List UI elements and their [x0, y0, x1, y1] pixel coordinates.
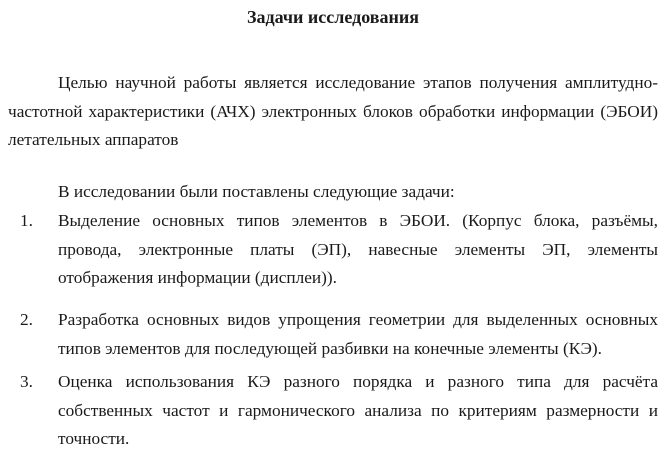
- task-number-1: 1.: [20, 211, 33, 230]
- task-text-2: Разработка основных видов упрощения геометрии для выделенных основных типов элементов для последующей разбивки на конечные элементы (КЭ).: [58, 310, 658, 358]
- task-text-1: Выделение основных типов элементов в ЭБОИ. (Корпус блока, разъёмы, провода, электронные платы (ЭП), навесные элементы ЭП, элементы отображения информации (дисплеи)).: [58, 211, 658, 287]
- task-number-2: 2.: [20, 310, 33, 329]
- document-title: Задачи исследования: [247, 7, 419, 27]
- task-number-3: 3.: [20, 372, 33, 391]
- task-text-3: Оценка использования КЭ разного порядка и разного типа для расчёта собственных частот и гармонического анализа по критериям размерности и точности.: [58, 372, 658, 448]
- tasks-lead-paragraph: В исследовании были поставлены следующие задачи:: [58, 182, 455, 201]
- intro-paragraph: Целью научной работы является исследование этапов получения амплитудно-частотной характеристики (АЧХ) электронных блоков обработки информации (ЭБОИ) летательных аппаратов: [8, 73, 658, 149]
